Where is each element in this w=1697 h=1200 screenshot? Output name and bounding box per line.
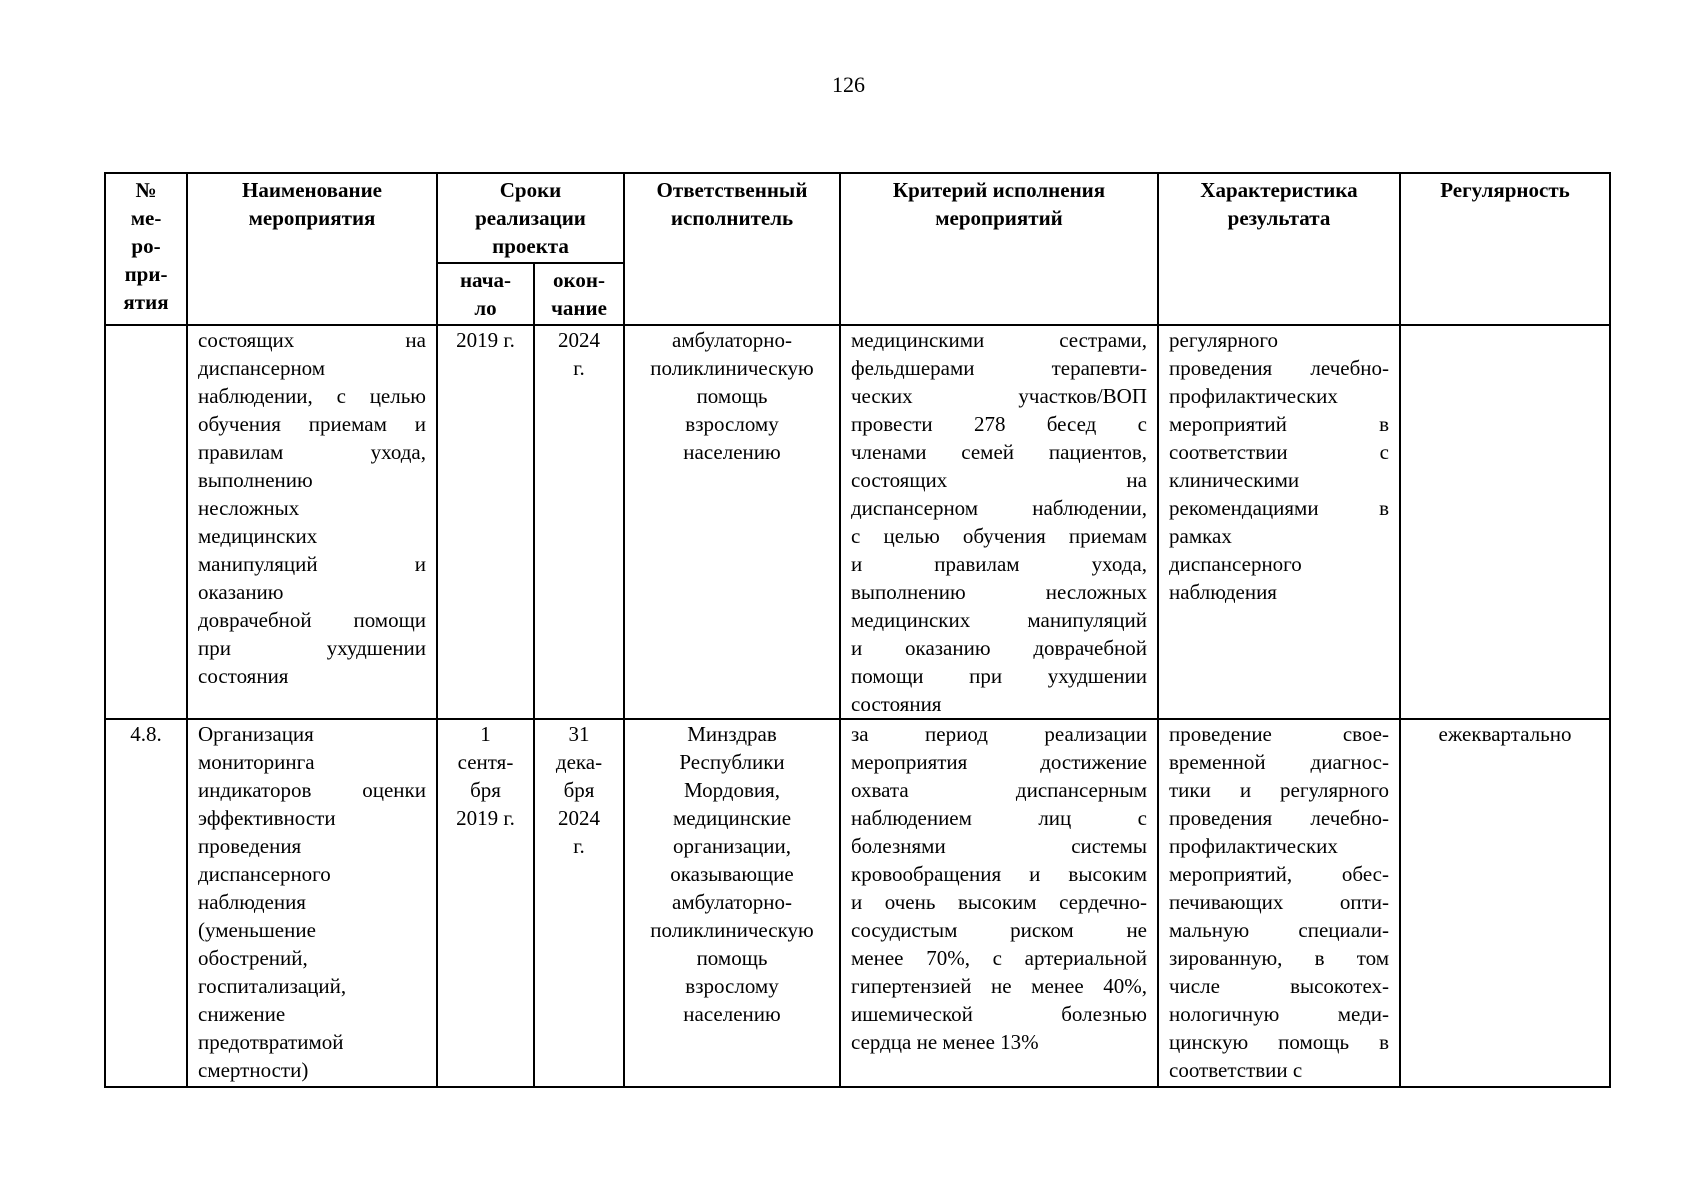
cell-line: ческих участков/ВОП [851, 384, 1147, 408]
cell-line: населению [683, 1002, 781, 1026]
cell-line: при- [124, 262, 168, 286]
cell-line: амбулаторно- [672, 328, 792, 352]
cell-line: и оказанию доврачебной [851, 636, 1147, 660]
cell-line: мониторинга [198, 750, 315, 774]
cell-line: чание [551, 296, 607, 320]
cell-line: рекомендациями в [1169, 496, 1389, 520]
table-row [105, 325, 1610, 719]
cell-criterion [840, 325, 1158, 719]
cell-line: проведения лечебно- [1169, 356, 1389, 380]
cell-line: Характеристика [1200, 178, 1358, 202]
cell-executor [624, 719, 840, 1087]
cell-line: рамках [1169, 524, 1232, 548]
cell-line: медицинских манипуляций [851, 608, 1147, 632]
cell-line: тики и регулярного [1169, 778, 1389, 802]
header-result [1158, 173, 1400, 325]
cell-line: сосудистым риском не [851, 918, 1147, 942]
cell-line: реализации [475, 206, 586, 230]
cell-line: мероприятий в [1169, 412, 1389, 436]
cell-line: состояния [198, 664, 289, 688]
cell-line: за период реализации [851, 722, 1147, 746]
cell-line: с целью обучения приемам [851, 524, 1147, 548]
cell-line: 2019 г. [456, 806, 515, 830]
cell-line: состоящих на [851, 468, 1147, 492]
cell-line: организации, [673, 834, 791, 858]
cell-line: оказывающие [670, 862, 794, 886]
cell-line: охвата диспансерным [851, 778, 1147, 802]
page-number: 126 [832, 72, 865, 97]
cell-line: при ухудшении [198, 636, 426, 660]
cell-line: 1 [480, 722, 491, 746]
cell-line: поликлиническую [650, 356, 814, 380]
cell-executor [624, 325, 840, 719]
cell-name [187, 719, 437, 1087]
cell-line: оказанию [198, 580, 284, 604]
cell-line: 4.8. [130, 722, 162, 746]
cell-line: диспансерного [1169, 552, 1302, 576]
cell-line: провести 278 бесед с [851, 412, 1147, 436]
cell-line: обострений, [198, 946, 308, 970]
cell-start [437, 325, 534, 719]
cell-line: медицинские [672, 806, 792, 830]
cell-line: правилам ухода, [198, 440, 426, 464]
cell-line: мальную специали- [1169, 918, 1389, 942]
cell-line: мероприятий [935, 206, 1063, 230]
cell-line: Регулярность [1440, 178, 1570, 202]
header-end [534, 263, 624, 325]
cell-line: Мордовия, [683, 778, 781, 802]
cell-line: дека- [555, 750, 603, 774]
table-row [105, 719, 1610, 1087]
cell-line: Сроки [499, 178, 562, 202]
header-criterion [840, 173, 1158, 325]
cell-line: Республики [679, 750, 785, 774]
cell-line: ишемической болезнью [851, 1002, 1147, 1026]
cell-line: проекта [492, 234, 569, 258]
cell-line: соответствии с [1169, 1058, 1303, 1082]
cell-line: помощи при ухудшении [851, 664, 1147, 688]
cell-line: населению [683, 440, 781, 464]
cell-line: болезнями системы [851, 834, 1147, 858]
cell-result [1158, 719, 1400, 1087]
cell-line: состояния [851, 692, 942, 716]
cell-line: 2024 [558, 328, 600, 352]
cell-line: выполнению [198, 468, 313, 492]
cell-line: предотвратимой [198, 1030, 344, 1054]
cell-line: поликлиническую [650, 918, 814, 942]
cell-line: ро- [131, 234, 161, 258]
cell-line: исполнитель [670, 206, 794, 230]
cell-line: ло [474, 296, 497, 320]
cell-line: проведение свое- [1169, 722, 1389, 746]
cell-line: цинскую помощь в [1169, 1030, 1389, 1054]
cell-line: зированную, в том [1169, 946, 1389, 970]
header-start [437, 263, 534, 325]
cell-line: сердца не менее 13% [851, 1030, 1039, 1054]
activities-table [104, 172, 1611, 1088]
cell-line: медицинских [198, 524, 318, 548]
cell-line: манипуляций и [198, 552, 426, 576]
cell-line: профилактических [1169, 834, 1338, 858]
cell-end [534, 325, 624, 719]
cell-line: наблюдением лиц с [851, 806, 1147, 830]
cell-line: ятия [123, 290, 169, 314]
cell-line: снижение [198, 1002, 286, 1026]
cell-end [534, 719, 624, 1087]
cell-line: помощь [696, 946, 768, 970]
cell-line: печивающих опти- [1169, 890, 1389, 914]
cell-line: окон- [553, 268, 605, 292]
cell-regularity [1400, 325, 1610, 719]
cell-start [437, 719, 534, 1087]
cell-line: бря [563, 778, 595, 802]
cell-line: профилактических [1169, 384, 1338, 408]
cell-line: диспансерном [198, 356, 326, 380]
cell-line: регулярного [1169, 328, 1278, 352]
cell-line: госпитализаций, [198, 974, 347, 998]
cell-line: Наименование [242, 178, 382, 202]
cell-line: г. [573, 356, 585, 380]
cell-name [187, 325, 437, 719]
cell-line: 2019 г. [456, 328, 515, 352]
cell-result [1158, 325, 1400, 719]
cell-line: Критерий исполнения [892, 178, 1106, 202]
cell-line: бря [470, 778, 501, 802]
header-regularity [1400, 173, 1610, 325]
cell-line: наблюдения [198, 890, 306, 914]
cell-line: нологичную меди- [1169, 1002, 1389, 1026]
cell-line: доврачебной помощи [198, 608, 426, 632]
cell-line: 31 [568, 722, 590, 746]
cell-line: диспансерном наблюдении, [851, 496, 1147, 520]
cell-line: медицинскими сестрами, [851, 328, 1147, 352]
cell-line: выполнению несложных [851, 580, 1147, 604]
cell-criterion [840, 719, 1158, 1087]
cell-line: Ответственный [656, 178, 808, 202]
cell-regularity [1400, 719, 1610, 1087]
cell-line: мероприятия достижение [851, 750, 1147, 774]
cell-line: несложных [198, 496, 300, 520]
cell-number [105, 325, 187, 719]
cell-line: эффективности [198, 806, 336, 830]
cell-line: мероприятий, обес- [1169, 862, 1389, 886]
cell-line: ме- [130, 206, 162, 230]
cell-line: менее 70%, с артериальной [851, 946, 1147, 970]
cell-line: членами семей пациентов, [851, 440, 1147, 464]
cell-line: фельдшерами терапевти- [851, 356, 1147, 380]
cell-line: Организация [198, 722, 314, 746]
cell-line: гипертензией не менее 40%, [851, 974, 1147, 998]
cell-line: кровообращения и высоким [851, 862, 1147, 886]
cell-line: 2024 [558, 806, 600, 830]
header-terms [437, 173, 624, 263]
cell-line: наблюдения [1169, 580, 1277, 604]
header-number [105, 173, 187, 325]
cell-line: мероприятия [248, 206, 376, 230]
cell-line: диспансерного [198, 862, 331, 886]
cell-line: соответствии с [1169, 440, 1389, 464]
cell-line: помощь [696, 384, 768, 408]
cell-line: индикаторов оценки [198, 778, 426, 802]
cell-line: г. [573, 834, 585, 858]
cell-line: числе высокотех- [1169, 974, 1389, 998]
cell-line: состоящих на [198, 328, 426, 352]
cell-line: ежеквартально [1438, 722, 1572, 746]
cell-line: результата [1227, 206, 1331, 230]
cell-line: Минздрав [687, 722, 777, 746]
cell-line: смертности) [198, 1058, 309, 1082]
cell-line: взрослому [685, 412, 779, 436]
cell-line: нача- [459, 268, 512, 292]
cell-line: № [135, 178, 157, 202]
cell-line: проведения лечебно- [1169, 806, 1389, 830]
cell-line: амбулаторно- [672, 890, 792, 914]
cell-line: сентя- [457, 750, 514, 774]
cell-line: взрослому [685, 974, 779, 998]
cell-line: клиническими [1169, 468, 1300, 492]
cell-line: наблюдении, с целью [198, 384, 426, 408]
cell-number [105, 719, 187, 1087]
header-executor [624, 173, 840, 325]
header-name [187, 173, 437, 325]
cell-line: и очень высоким сердечно- [851, 890, 1147, 914]
cell-line: и правилам ухода, [851, 552, 1147, 576]
cell-line: проведения [198, 834, 302, 858]
cell-line: обучения приемам и [198, 412, 426, 436]
cell-line: временной диагнос- [1169, 750, 1389, 774]
cell-line: (уменьшение [198, 918, 316, 942]
